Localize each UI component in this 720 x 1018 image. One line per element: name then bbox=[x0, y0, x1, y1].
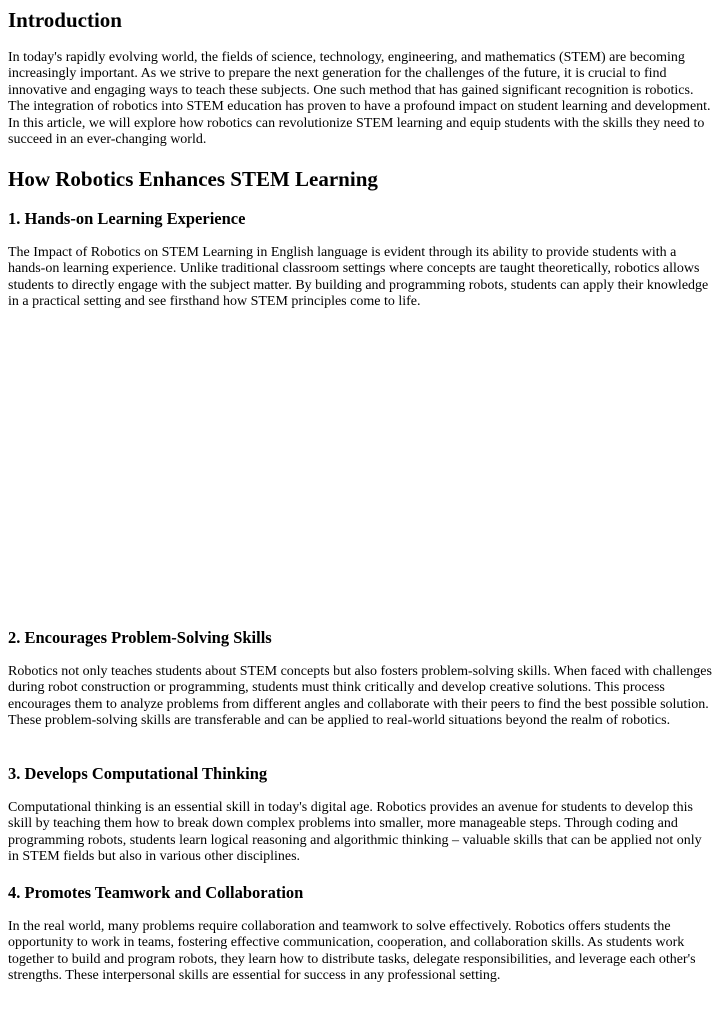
main-heading: How Robotics Enhances STEM Learning bbox=[8, 167, 378, 191]
intro-paragraph: In today's rapidly evolving world, the fields of science, technology, engineering, and mathematics (STEM) are becoming increasingly important. As we strive to prepare the next generation for the challenges of the future, it is crucial to find innovative and engaging ways to teach these subjects. One such method that has gained significant recognition is robotics. The integration of robotics into STEM education has proven to have a profound impact on student learning and development. In this article, we will explore how robotics can revolutionize STEM learning and equip students with the skills they need to succeed in an ever-changing world. bbox=[8, 50, 711, 148]
section-4-heading: 4. Promotes Teamwork and Collaboration bbox=[8, 883, 304, 902]
image-placeholder bbox=[8, 330, 712, 620]
section-3-paragraph: Computational thinking is an essential skill in today's digital age. Robotics provides an avenue for students to develop this skill by teaching them how to break down complex problems into smaller, more manageable steps. Through coding and programming robots, students learn logical reasoning and algorithmic thinking – valuable skills that can be applied not only in STEM fields but also in various other disciplines. bbox=[8, 800, 702, 865]
intro-heading: Introduction bbox=[8, 8, 122, 32]
section-3-heading: 3. Develops Computational Thinking bbox=[8, 764, 268, 783]
section-1-heading: 1. Hands-on Learning Experience bbox=[8, 209, 246, 228]
section-2-paragraph: Robotics not only teaches students about STEM concepts but also fosters problem-solving skills. When faced with challenges during robot construction or programming, students must think critically and develop creative solutions. This process encourages them to analyze problems from different angles and collaborate with their peers to find the best possible solution. These problem-solving skills are transferable and can be applied to real-world situations beyond the realm of robotics. bbox=[8, 664, 712, 729]
section-4-paragraph: In the real world, many problems require collaboration and teamwork to solve effectively. Robotics offers students the opportunity to work in teams, fostering effective communication, cooperation, and collaboration skills. As students work together to build and program robots, they learn how to distribute tasks, delegate responsibilities, and leverage each other's strengths. These interpersonal skills are essential for success in any professional setting. bbox=[8, 919, 696, 984]
section-1-paragraph: The Impact of Robotics on STEM Learning in English language is evident through its ability to provide students with a hands-on learning experience. Unlike traditional classroom settings where concepts are taught theoretically, robotics allows students to directly engage with the subject matter. By building and programming robots, students can apply their knowledge in a practical setting and see firsthand how STEM principles come to life. bbox=[8, 245, 709, 310]
section-2-heading: 2. Encourages Problem-Solving Skills bbox=[8, 628, 272, 647]
